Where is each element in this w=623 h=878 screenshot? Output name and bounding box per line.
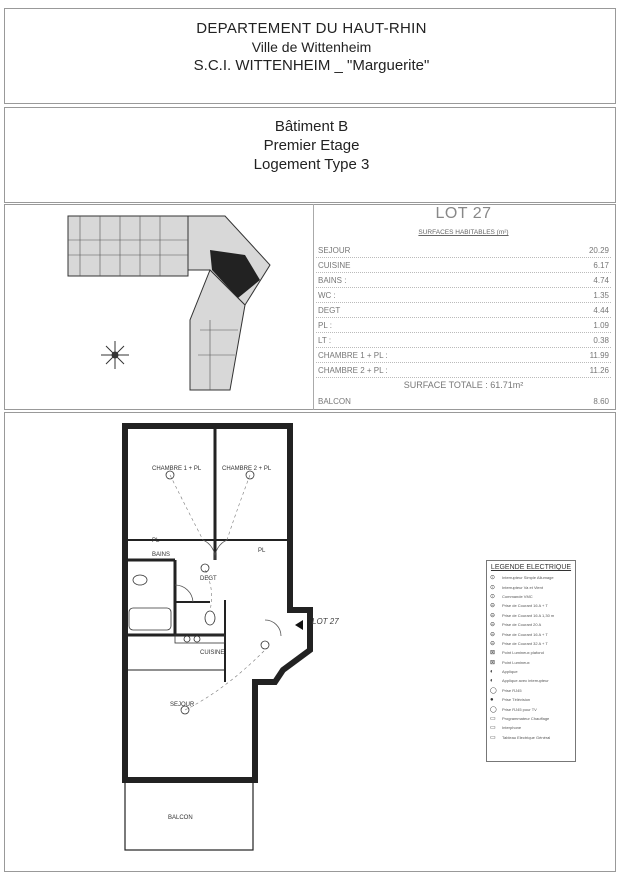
legend-text: Commande VMC [502,593,533,599]
legend-item [487,582,575,591]
key-plan [60,210,290,405]
legend-item [487,629,575,638]
legend-item [487,704,575,713]
floor-plan [115,420,355,860]
balcon-label: BALCON [318,397,351,406]
legend-text: Applique [502,669,518,675]
legend-text: Interphone [502,725,522,731]
legend-item [487,601,575,610]
legend-text: Prise de Courant 16 A + T [502,631,548,637]
building-name: Bâtiment B [274,118,349,135]
room-bains: BAINS [152,552,171,558]
table-divider [313,204,314,410]
legend-item [487,714,575,723]
legend-item [487,639,575,648]
surface-label: LT : [318,336,332,345]
balcon-value: 8.60 [593,397,609,406]
compass-rose-icon [101,341,129,369]
legend-text: Point Lumineux plafond [502,650,544,656]
bathtub [129,608,171,630]
surface-value: 11.99 [589,351,609,360]
legend-symbol-icon: ⊙ [490,584,496,591]
surface-value: 0.38 [593,336,609,345]
legend-text: Interrupteur Simple Allumage [502,575,554,581]
surface-total: SURFACE TOTALE : 61.71m² [403,380,524,390]
legend-symbol-icon: ⊖ [490,612,496,619]
surface-label: BAINS : [318,276,347,285]
legend-item [487,686,575,695]
entry-arrow-icon [295,620,303,630]
legend-text: Prise RJ45 pour TV [502,706,537,712]
legend-symbol-icon: ▭ [490,725,496,732]
lot-title: LOT 27 [435,205,492,222]
legend-symbol-icon: ⊙ [490,593,496,600]
header-city: Ville de Wittenheim [251,39,372,55]
legend-item [487,667,575,676]
legend-title: LEGENDE ELECTRIQUE [490,564,572,571]
legend-symbol-icon: ⊖ [490,603,496,610]
surface-row [316,348,611,363]
legend-text: Applique avec interrupteur [502,678,549,684]
surface-value: 1.09 [593,321,609,330]
surface-row [316,288,611,303]
room-pl-2: PL [258,548,266,554]
legend-symbol-icon: ⊠ [490,659,496,666]
header-title [0,20,623,74]
surface-row [316,318,611,333]
surface-row [316,333,611,348]
legend-text: Tableau Electrique Général [502,734,551,740]
surface-label: SEJOUR [318,246,351,255]
legend-item [487,723,575,732]
legend-text: Prise de Courant 20 A [502,622,542,628]
surface-row [316,258,611,273]
legend-text: Prise Télévision [502,697,531,703]
room-sejour: SEJOUR [170,702,195,708]
legend-symbol-icon: ▭ [490,734,496,741]
electrical-legend [486,560,576,762]
legend-text: Prise de Courant 16 A 1,30 m [502,612,555,618]
surface-label: PL : [318,321,332,330]
legend-item [487,733,575,742]
room-pl-1: PL [152,538,160,544]
legend-item [487,676,575,685]
legend-text: Interrupteur Va et Vient [502,584,543,590]
surface-value: 1.35 [593,291,609,300]
legend-item [487,573,575,582]
legend-item [487,695,575,704]
surface-label: WC : [318,291,336,300]
building-info [0,118,623,173]
legend-item [487,592,575,601]
surfaces-caption: SURFACES HABITABLES (m²) [418,229,509,236]
legend-symbol-icon: ◯ [490,706,497,713]
surface-row [316,243,611,258]
legend-symbol-icon: ⊖ [490,622,496,629]
surface-value: 20.29 [588,246,609,255]
legend-symbol-icon: ◐ [490,668,494,675]
surface-row [316,363,611,378]
legend-text: Prise de Courant 16 A + T [502,603,548,609]
room-cuisine: CUISINE [200,650,225,656]
room-chambre-2: CHAMBRE 2 + PL [222,466,272,472]
surface-label: CHAMBRE 1 + PL : [318,351,388,360]
legend-text: Programmateur Chauffage [502,716,550,722]
legend-symbol-icon: ⊖ [490,631,496,638]
legend-symbol-icon: ● [490,696,494,703]
legend-item [487,658,575,667]
legend-text: Prise RJ45 [502,687,522,693]
surface-row [316,303,611,318]
legend-symbol-icon: ⊙ [490,575,496,582]
header-company: S.C.I. WITTENHEIM _ "Marguerite" [193,57,430,74]
key-plan-wing-left [68,216,188,276]
surface-row [316,273,611,288]
surface-label: CHAMBRE 2 + PL : [318,366,388,375]
surface-value: 6.17 [593,261,609,270]
legend-symbol-icon: ⊠ [490,650,496,657]
surface-value: 4.74 [593,276,609,285]
lot-marker: LOT 27 [312,617,339,626]
surface-value: 4.44 [593,306,609,315]
legend-symbol-icon: ⊖ [490,640,496,647]
legend-item [487,620,575,629]
surface-value: 11.26 [589,366,609,375]
legend-symbol-icon: ◐ [490,677,494,684]
room-chambre-1: CHAMBRE 1 + PL [152,466,202,472]
toilet [205,611,215,625]
legend-item [487,611,575,620]
legend-item [487,648,575,657]
balcon-row [316,394,611,409]
room-degt: DEGT [200,576,217,582]
header-department: DEPARTEMENT DU HAUT-RHIN [196,20,427,37]
legend-text: Point Lumineux [502,659,530,665]
legend-list [487,573,575,742]
building-type: Logement Type 3 [253,156,370,173]
legend-symbol-icon: ▭ [490,716,496,723]
surface-label: DEGT [318,306,341,315]
legend-text: Prise de Courant 32 A + T [502,640,548,646]
surface-label: CUISINE [318,261,351,270]
exterior-wall [125,426,310,780]
legend-symbol-icon: ◯ [490,687,497,694]
washbasin [133,575,147,585]
room-balcon: BALCON [168,815,193,821]
building-floor: Premier Etage [263,137,360,154]
